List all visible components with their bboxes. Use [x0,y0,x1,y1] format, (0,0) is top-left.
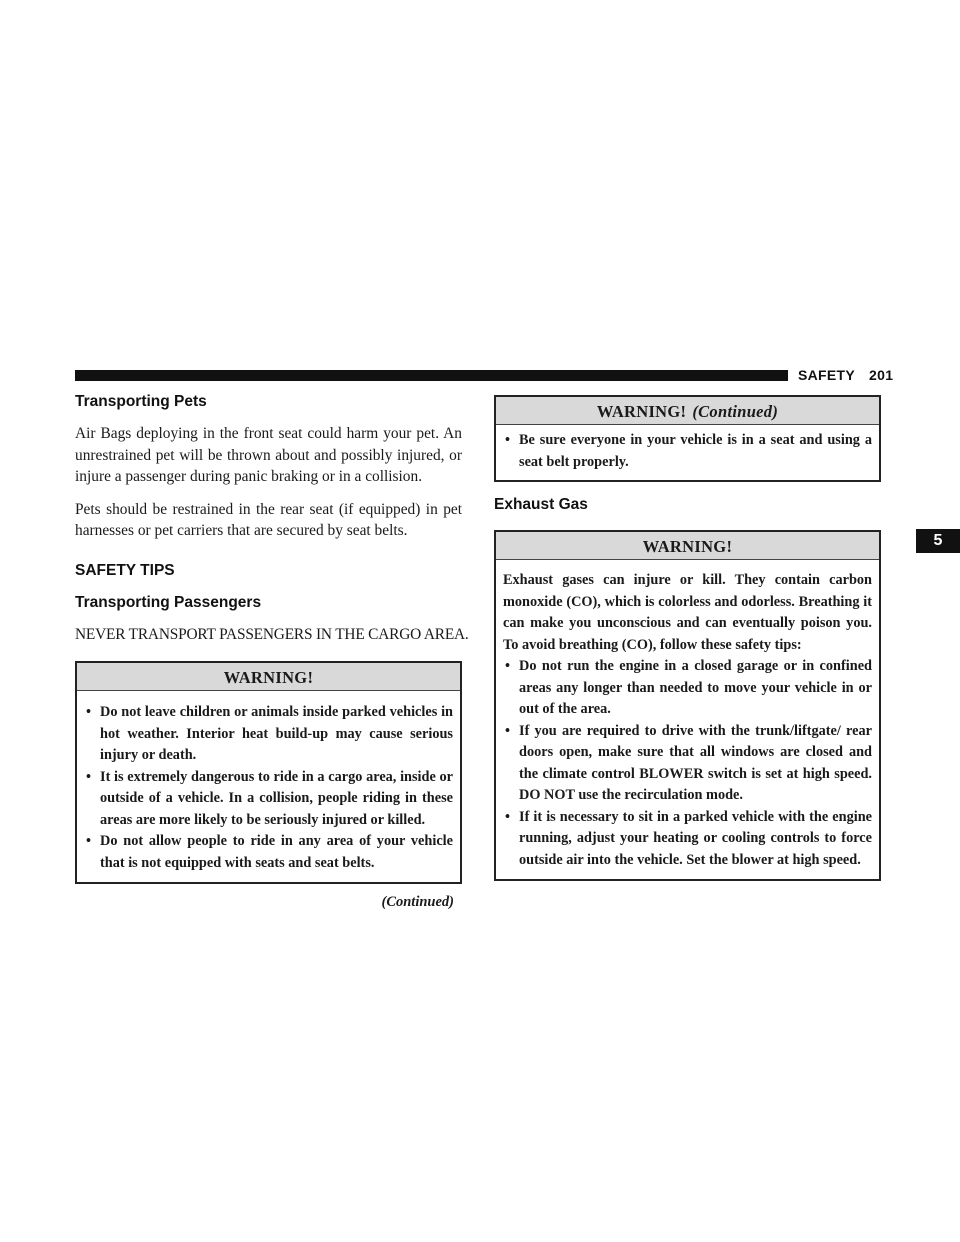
continued-warning-list [503,430,872,473]
bullet-icon: • [86,704,92,720]
continued-warning-title: WARNING! (Continued) [496,397,879,425]
list-item: • If you are required to drive with the trunk/liftgate/ rear doors open, make sure that all windows are closed and the climate control BLOWER switch is set at high speed. DO NOT use the recirculation mode. [505,722,872,803]
list-item: • If it is necessary to sit in a parked vehicle with the engine running, adjust your heating or cooling controls to force outside air into the vehicle. Set the blower at high speed. [505,808,872,868]
transporting-pets-heading: Transporting Pets [75,393,207,410]
exhaust-warning-list [503,656,872,871]
list-item: • Do not allow people to ride in any area of your vehicle that is not equipped with seats and seat belts. [86,833,453,871]
header-rule [75,370,788,381]
exhaust-warning-body [496,560,879,879]
right-column [494,395,881,881]
bullet-icon: • [505,658,511,674]
exhaust-warning-box [494,530,881,881]
bullet-icon: • [505,722,511,739]
continued-warning-body [496,425,879,480]
warning-title: WARNING! [77,663,460,691]
list-item: • It is extremely dangerous to ride in a cargo area, inside or outside of a vehicle. In a collision, people riding in these areas are more likely to be seriously injured or killed. [86,768,453,828]
safety-tips-heading: SAFETY TIPS [75,561,175,579]
bullet-icon: • [505,432,511,448]
page-number: 201 [869,367,894,383]
chapter-tab: 5 [916,529,960,553]
list-item: • Do not run the engine in a closed garage or in confined areas any longer than needed to move your vehicle in or out of the area. [505,658,872,717]
list-item: • Do not leave children or animals inside parked vehicles in hot weather. Interior heat build-up may cause serious injury or death. [86,704,453,763]
continued-warning-box [494,395,881,482]
transporting-passengers-heading: Transporting Passengers [75,593,262,611]
left-column [75,393,469,911]
exhaust-gas-heading: Exhaust Gas [494,496,588,513]
passengers-paragraph: NEVER TRANSPORT PASSENGERS IN THE CARGO AREA. [75,625,469,643]
continued-label: (Continued) [381,894,454,910]
pets-paragraph-2: Pets should be restrained in the rear seat (if equipped) in pet harnesses or pet carriers that are secured by seat belts. [75,500,462,539]
exhaust-warning-intro: Exhaust gases can injure or kill. They contain carbon monoxide (CO), which is colorless and odorless. Breathing it can make you unconscious and can eventually poison you. To avoid breathing (CO), follow these safety tips: [503,572,872,653]
pets-paragraph-1: Air Bags deploying in the front seat could harm your pet. An unrestrained pet will be thrown about and possibly injured, or injure a passenger during panic braking or in a collision. [75,425,462,485]
bullet-icon: • [86,768,92,785]
warning-body [77,691,460,882]
list-item: • Be sure everyone in your vehicle is in a seat and using a seat belt properly. [505,432,872,470]
warning-list [84,702,453,874]
bullet-icon: • [505,808,511,825]
passengers-warning-box [75,661,462,884]
bullet-icon: • [86,833,92,849]
running-header [798,367,893,383]
section-name: SAFETY [798,367,856,383]
exhaust-warning-title: WARNING! [496,532,879,560]
